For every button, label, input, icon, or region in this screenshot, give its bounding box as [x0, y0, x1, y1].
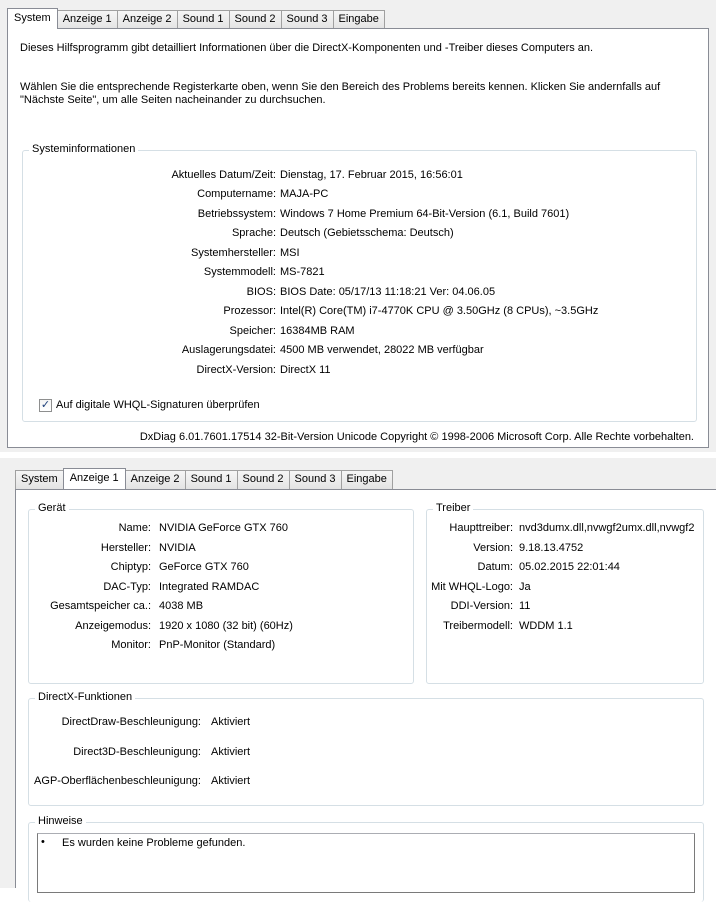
driver-value: 05.02.2015 22:01:44 — [519, 561, 620, 573]
sysinfo-group-title: Systeminformationen — [29, 143, 138, 155]
sysinfo-group — [22, 143, 697, 422]
notes-group — [28, 815, 704, 902]
device-group — [28, 502, 414, 684]
sysinfo-value: Windows 7 Home Premium 64-Bit-Version (6.1, Build 7601) — [280, 208, 570, 220]
bottom-window — [0, 458, 716, 888]
device-value: GeForce GTX 760 — [159, 561, 249, 573]
directx-label: Direct3D-Beschleunigung: — [73, 746, 201, 758]
device-label: Anzeigemodus: — [75, 620, 151, 632]
system-tab-panel — [7, 28, 709, 448]
sysinfo-label: Sprache: — [231, 227, 276, 239]
sysinfo-value: MAJA-PC — [280, 188, 329, 200]
driver-label: Version: — [473, 542, 513, 554]
whql-checkbox[interactable] — [39, 399, 52, 412]
sysinfo-value: MSI — [280, 247, 300, 259]
driver-value: 9.18.13.4752 — [519, 542, 584, 554]
notes-line: Es wurden keine Probleme gefunden. — [62, 837, 246, 849]
tab-system[interactable]: System — [15, 470, 64, 489]
tab-eingabe[interactable]: Eingabe — [333, 10, 385, 29]
sysinfo-label: Speicher: — [229, 325, 276, 337]
tab-sound-1[interactable]: Sound 1 — [177, 10, 230, 29]
directx-value: Aktiviert — [211, 746, 251, 758]
device-label: DAC-Typ: — [103, 581, 151, 593]
sysinfo-value: 4500 MB verwendet, 28022 MB verfügbar — [280, 344, 484, 356]
tab-system[interactable]: System — [7, 8, 58, 29]
tab-anzeige-1[interactable]: Anzeige 1 — [63, 468, 126, 489]
tab-anzeige-2[interactable]: Anzeige 2 — [117, 10, 178, 29]
sysinfo-label: Auslagerungsdatei: — [181, 344, 276, 356]
device-value: NVIDIA — [159, 542, 196, 554]
display-tab-panel — [15, 489, 716, 888]
sysinfo-value: Deutsch (Gebietsschema: Deutsch) — [280, 227, 454, 239]
device-label: Name: — [118, 522, 151, 534]
driver-label: Treibermodell: — [443, 620, 513, 632]
sysinfo-value: 16384MB RAM — [280, 325, 355, 337]
device-label: Monitor: — [111, 639, 151, 651]
intro-text-2: Wählen Sie die entsprechende Registerkarte oben, wenn Sie den Bereich des Problems bereits kennen. Klicken Sie andernfalls auf "Nächste Seite", um alle Seiten nacheinander zu durchsuchen. — [20, 81, 661, 106]
directx-label: DirectDraw-Beschleunigung: — [61, 716, 201, 728]
sysinfo-label: Prozessor: — [223, 305, 276, 317]
device-value: Integrated RAMDAC — [159, 581, 260, 593]
device-group-title: Gerät — [35, 502, 69, 514]
tab-anzeige-1[interactable]: Anzeige 1 — [57, 10, 118, 29]
driver-group-title: Treiber — [433, 502, 473, 514]
driver-label: Haupttreiber: — [449, 522, 513, 534]
driver-label: DDI-Version: — [450, 600, 513, 612]
tab-sound-3[interactable]: Sound 3 — [289, 470, 342, 489]
sysinfo-label: DirectX-Version: — [196, 364, 276, 376]
device-label: Gesamtspeicher ca.: — [50, 600, 151, 612]
driver-value: nvd3dumx.dll,nvwgf2umx.dll,nvwgf2 — [519, 522, 695, 534]
directx-value: Aktiviert — [211, 716, 251, 728]
sysinfo-value: MS-7821 — [280, 266, 325, 278]
device-value: 4038 MB — [159, 600, 204, 612]
tab-sound-2[interactable]: Sound 2 — [229, 10, 282, 29]
directx-label: AGP-Oberflächenbeschleunigung: — [34, 775, 201, 787]
sysinfo-label: Aktuelles Datum/Zeit: — [171, 169, 276, 181]
driver-label: Datum: — [477, 561, 513, 573]
driver-value: Ja — [519, 581, 531, 593]
sysinfo-label: Systemmodell: — [203, 266, 276, 278]
sysinfo-value: DirectX 11 — [280, 364, 331, 376]
notes-textbox[interactable] — [37, 833, 695, 893]
tab-eingabe[interactable]: Eingabe — [341, 470, 393, 489]
intro-text-1: Dieses Hilfsprogramm gibt detailliert Informationen über die DirectX-Komponenten und -Treiber dieses Computers an. — [20, 42, 594, 54]
driver-group — [426, 502, 704, 684]
device-value: PnP-Monitor (Standard) — [159, 639, 276, 651]
device-value: NVIDIA GeForce GTX 760 — [159, 522, 288, 534]
directx-group — [28, 691, 704, 806]
sysinfo-value: BIOS Date: 05/17/13 11:18:21 Ver: 04.06.05 — [280, 286, 496, 298]
directx-value: Aktiviert — [211, 775, 251, 787]
sysinfo-label: BIOS: — [246, 286, 276, 298]
directx-group-title: DirectX-Funktionen — [35, 691, 135, 703]
tab-sound-2[interactable]: Sound 2 — [237, 470, 290, 489]
driver-label: Mit WHQL-Logo: — [431, 581, 513, 593]
driver-value: 11 — [519, 600, 531, 612]
tab-anzeige-2[interactable]: Anzeige 2 — [125, 470, 186, 489]
device-label: Hersteller: — [100, 542, 151, 554]
copyright-footer: DxDiag 6.01.7601.17514 32-Bit-Version Unicode Copyright © 1998-2006 Microsoft Corp. Alle Rechte vorbehalten. — [139, 431, 694, 443]
sysinfo-label: Betriebssystem: — [197, 208, 276, 220]
notes-group-title: Hinweise — [35, 815, 86, 827]
bottom-tabstrip — [15, 467, 392, 489]
device-label: Chiptyp: — [110, 561, 151, 573]
tab-sound-1[interactable]: Sound 1 — [185, 470, 238, 489]
sysinfo-value: Intel(R) Core(TM) i7-4770K CPU @ 3.50GHz (8 CPUs), ~3.5GHz — [280, 305, 599, 317]
device-value: 1920 x 1080 (32 bit) (60Hz) — [159, 620, 293, 632]
driver-value: WDDM 1.1 — [519, 620, 573, 632]
bullet-icon: • — [41, 836, 45, 848]
checkmark-icon: ✓ — [40, 399, 51, 411]
tab-sound-3[interactable]: Sound 3 — [281, 10, 334, 29]
top-tabstrip — [7, 7, 384, 29]
sysinfo-label: Systemhersteller: — [191, 247, 276, 259]
sysinfo-label: Computername: — [197, 188, 276, 200]
sysinfo-value: Dienstag, 17. Februar 2015, 16:56:01 — [280, 169, 463, 181]
whql-checkbox-label[interactable]: Auf digitale WHQL-Signaturen überprüfen — [56, 399, 260, 411]
